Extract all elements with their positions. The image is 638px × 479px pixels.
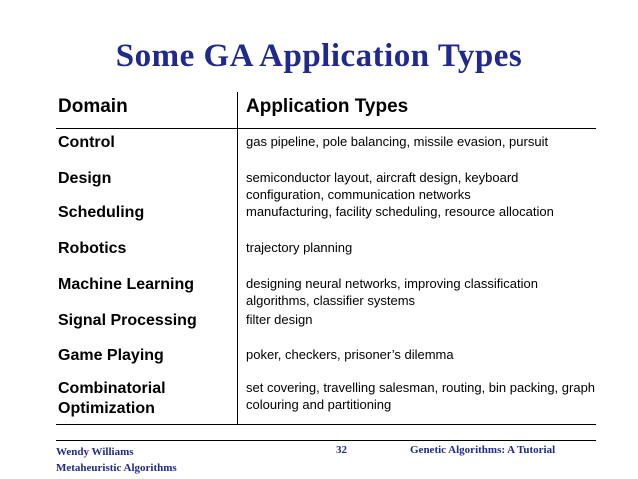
row-domain: Control xyxy=(58,134,115,151)
header-domain: Domain xyxy=(58,96,128,117)
footer-subtitle: Metaheuristic Algorithms xyxy=(56,462,177,474)
header-application-types: Application Types xyxy=(246,96,409,117)
row-domain: Signal Processing xyxy=(58,312,197,329)
application-table xyxy=(56,92,596,424)
row-domain: Machine Learning xyxy=(58,276,195,293)
row-domain: Game Playing xyxy=(58,347,164,364)
column-divider xyxy=(237,92,238,424)
footer-course-title: Genetic Algorithms: A Tutorial xyxy=(410,444,556,456)
footer-author-block xyxy=(56,444,177,476)
footer-rule xyxy=(56,440,596,441)
row-domain: Combinatorial Optimization xyxy=(58,380,166,417)
header-rule xyxy=(56,128,596,129)
row-domain: Scheduling xyxy=(58,204,145,221)
slide-title: Some GA Application Types xyxy=(115,38,523,74)
row-apps: set covering, travelling salesman, routing, bin packing, graph colouring and partitioning xyxy=(246,380,596,412)
row-apps: semiconductor layout, aircraft design, keyboard configuration, communication networks xyxy=(246,170,519,202)
footer-author: Wendy Williams xyxy=(56,446,134,458)
row-apps: poker, checkers, prisoner’s dilemma xyxy=(246,347,454,362)
row-apps: filter design xyxy=(246,312,313,327)
row-apps: manufacturing, facility scheduling, resource allocation xyxy=(246,204,554,219)
row-domain: Robotics xyxy=(58,240,127,257)
table-bottom-rule xyxy=(56,424,596,425)
row-apps: gas pipeline, pole balancing, missile evasion, pursuit xyxy=(246,134,549,149)
row-domain: Design xyxy=(58,170,112,187)
page-number: 32 xyxy=(336,444,347,456)
row-apps: designing neural networks, improving classification algorithms, classifier systems xyxy=(246,276,538,308)
row-apps: trajectory planning xyxy=(246,240,353,255)
